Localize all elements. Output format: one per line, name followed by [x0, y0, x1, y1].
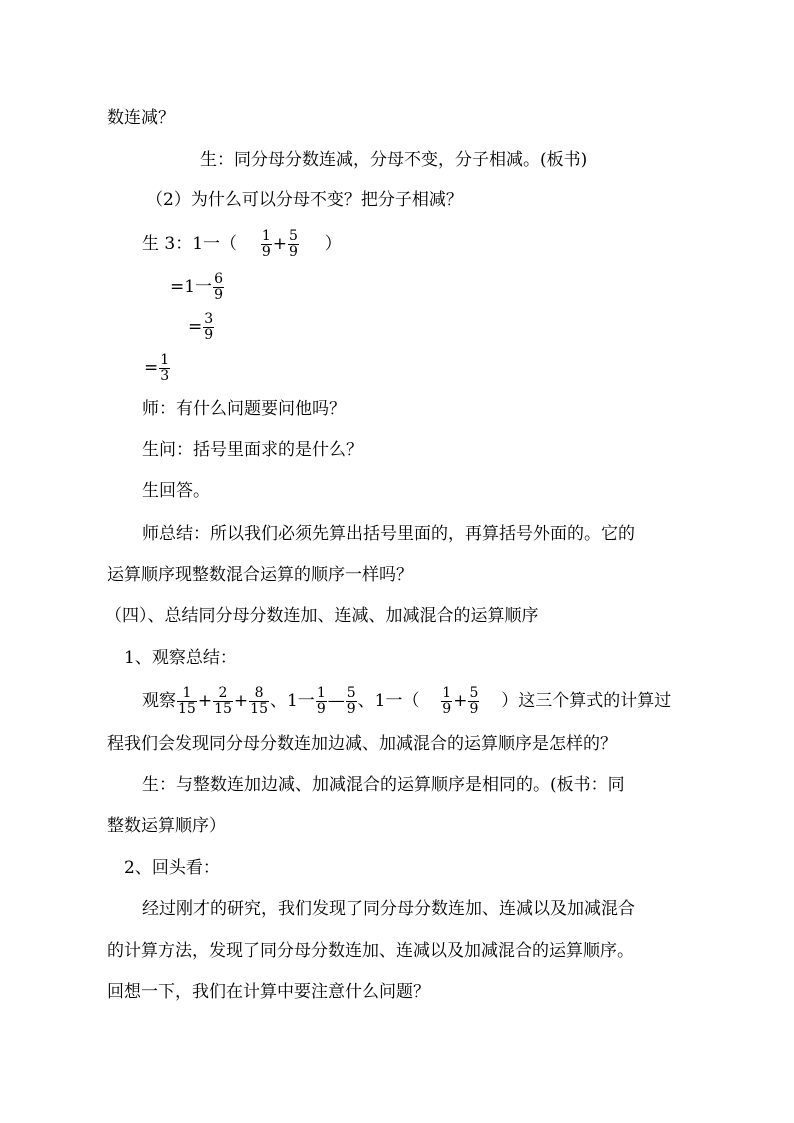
- plus-sign: +: [272, 234, 288, 254]
- fraction: $\frac{6}{9}$: [214, 271, 223, 303]
- text-segment: 、1一（: [357, 691, 420, 711]
- text-line: 生问：括号里面求的是什么？: [142, 440, 363, 460]
- text-segment: 观察: [142, 691, 176, 711]
- text-line: 经过刚才的研究，我们发现了同分母分数连加、连减以及加减混合: [142, 899, 635, 919]
- minus-sign: —: [327, 691, 345, 711]
- text-line: 程我们会发现同分母分数连加边减、加减混合的运算顺序是怎样的？: [107, 734, 617, 754]
- text-line: 运算顺序现整数混合运算的顺序一样吗？: [107, 565, 413, 585]
- text-segment: ）: [324, 234, 342, 254]
- equation-line: [144, 353, 171, 384]
- subsection-heading: 1、观察总结：: [124, 648, 237, 668]
- text-segment: =: [188, 317, 203, 337]
- fraction: $\frac{2}{15}$: [214, 685, 232, 717]
- plus-sign: +: [453, 691, 468, 711]
- text-segment: =: [144, 358, 159, 378]
- text-segment: ）这三个算式的计算过: [501, 691, 672, 711]
- fraction: $\frac{1}{9}$: [316, 685, 326, 717]
- text-line: 数连减？: [107, 108, 175, 128]
- equation-line: [142, 686, 671, 717]
- plus-sign: +: [233, 691, 249, 711]
- text-line: 生：同分母分数连减，分母不变，分子相减。(板书): [200, 150, 588, 170]
- fraction: $\frac{5}{9}$: [469, 685, 479, 717]
- text-segment: 生 3：1一（: [142, 234, 238, 254]
- subsection-heading: 2、回头看：: [124, 858, 220, 878]
- text-line: 整数运算顺序）: [107, 816, 226, 836]
- fraction: $\frac{3}{9}$: [204, 311, 214, 343]
- equation-line: [188, 312, 215, 343]
- section-heading: （四）、总结同分母分数连加、连减、加减混合的运算顺序: [105, 606, 539, 626]
- text-line: 生：与整数连加边减、加减混合的运算顺序是相同的。(板书：同: [142, 775, 625, 795]
- text-line: 生回答。: [142, 481, 210, 501]
- fraction: $\frac{1}{15}$: [178, 685, 196, 717]
- text-segment: 、1一: [269, 691, 315, 711]
- text-line: 师：有什么问题要问他吗？: [142, 399, 346, 419]
- text-line: 回想一下，我们在计算中要注意什么问题？: [107, 982, 430, 1002]
- fraction: $\frac{5}{9}$: [289, 228, 298, 260]
- fraction: $\frac{5}{9}$: [346, 685, 356, 717]
- text-line: 师总结：所以我们必须先算出括号里面的，再算括号外面的。它的: [142, 524, 635, 544]
- plus-sign: +: [197, 691, 213, 711]
- fraction: $\frac{1}{3}$: [160, 352, 170, 384]
- fraction: $\frac{1}{9}$: [261, 228, 271, 260]
- fraction: $\frac{8}{15}$: [250, 685, 268, 717]
- text-line: （2）为什么可以分母不变？把分子相减？: [146, 190, 463, 210]
- text-segment: =1一: [170, 277, 213, 297]
- equation-line: [170, 272, 225, 303]
- equation-line: [142, 229, 342, 260]
- text-line: 的计算方法，发现了同分母分数连加、连减以及加减混合的运算顺序。: [107, 941, 634, 961]
- fraction: $\frac{1}{9}$: [442, 685, 452, 717]
